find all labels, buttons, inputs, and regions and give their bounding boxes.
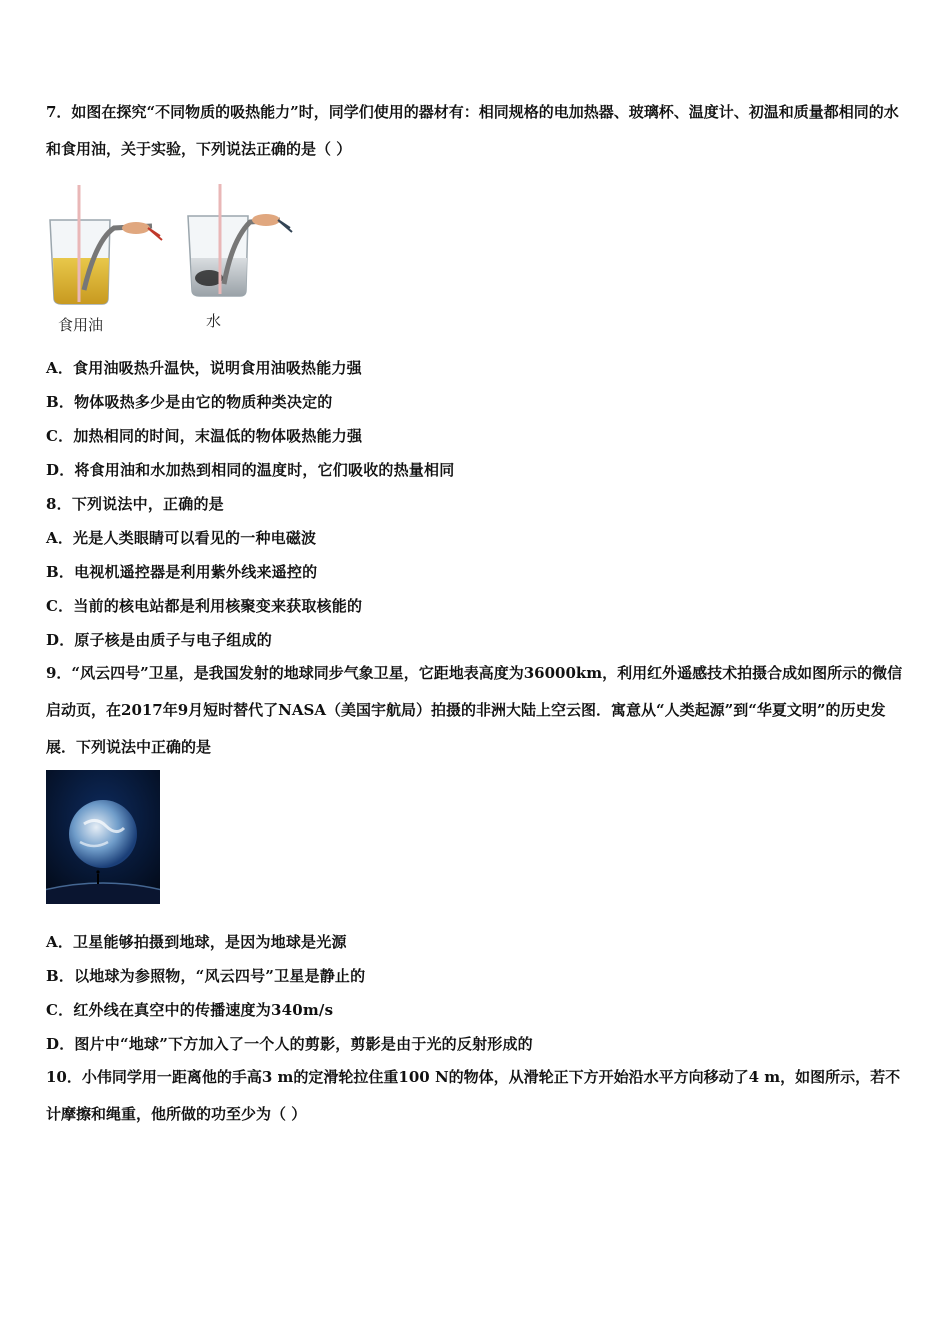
q9-option-d: D．图片中“地球”下方加入了一个人的剪影，剪影是由于光的反射形成的 bbox=[46, 1035, 533, 1053]
q10-stem: 10．小伟同学用一距离他的手高3 m的定滑轮拉住重100 N的物体，从滑轮正下方开始沿水平方向移动了4 m，如图所示，若不计摩擦和绳重，他所做的功至少为（ ） bbox=[46, 1068, 901, 1123]
q9-option-a: A．卫星能够拍摄到地球，是因为地球是光源 bbox=[46, 933, 347, 951]
q9-option-b: B．以地球为参照物，“风云四号”卫星是静止的 bbox=[46, 967, 366, 985]
earth-image bbox=[46, 770, 160, 904]
oil-beaker bbox=[50, 185, 162, 304]
q7-stem: 7．如图在探究“不同物质的吸热能力”时，同学们使用的器材有：相同规格的电加热器、玻璃杯、温度计、初温和质量都相同的水和食用油，关于实验，下列说法正确的是（ ） bbox=[46, 103, 899, 158]
caption-water: 水 bbox=[206, 312, 222, 330]
q8-option-d: D．原子核是由质子与电子组成的 bbox=[46, 631, 273, 649]
q9-option-c: C．红外线在真空中的传播速度为340m/s bbox=[46, 1001, 334, 1019]
q7-option-a: A．食用油吸热升温快，说明食用油吸热能力强 bbox=[46, 359, 362, 377]
q8-option-a: A．光是人类眼睛可以看见的一种电磁波 bbox=[46, 529, 317, 547]
q7-option-d: D．将食用油和水加热到相同的温度时，它们吸收的热量相同 bbox=[46, 461, 455, 479]
q7-option-b: B．物体吸热多少是由它的物质种类决定的 bbox=[46, 393, 333, 411]
caption-oil: 食用油 bbox=[58, 316, 104, 334]
q9-stem: 9．“风云四号”卫星，是我国发射的地球同步气象卫星，它距地表高度为36000km，利用红外遥感技术拍摄合成如图所示的微信启动页，在2017年9月短时替代了NASA（美国宇航局）拍摄的非洲大陆上空云图．寓意从“人类起源”到“华夏文明”的历史发展．下列说法中正确的是 bbox=[46, 664, 903, 756]
water-beaker bbox=[188, 184, 292, 296]
q8-stem: 8．下列说法中，正确的是 bbox=[46, 495, 224, 513]
beaker-figure bbox=[44, 180, 304, 315]
q7-option-c: C．加热相同的时间，末温低的物体吸热能力强 bbox=[46, 427, 363, 445]
q8-option-c: C．当前的核电站都是利用核聚变来获取核能的 bbox=[46, 597, 363, 615]
q8-option-b: B．电视机遥控器是利用紫外线来遥控的 bbox=[46, 563, 318, 581]
